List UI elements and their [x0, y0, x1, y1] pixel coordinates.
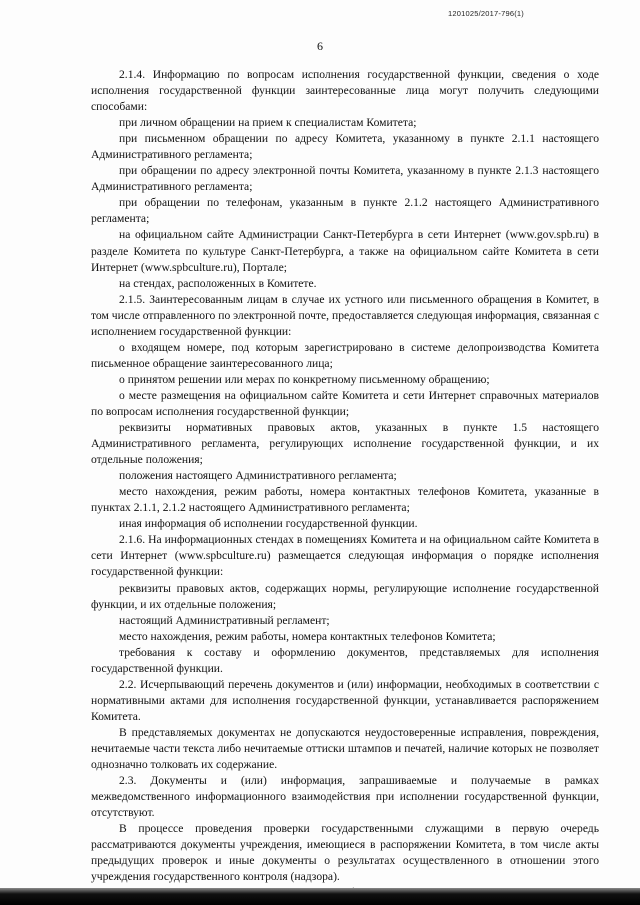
paragraph: В процессе проведения проверки государственными служащими в первую очередь рассматриваются документы учреждения, имеющиеся в распоряжении Комитета, в том числе акты предыдущих проверок и иные документы о результатах осуществленного в отношении этого учреждения государственного контроля (надзора).: [91, 822, 599, 884]
paragraph: на стендах, расположенных в Комитете.: [119, 276, 317, 290]
paragraph: положения настоящего Административного регламента;: [119, 469, 397, 483]
paragraph: при личном обращении на прием к специалистам Комитета;: [119, 116, 417, 130]
scan-bottom-edge: [0, 888, 640, 905]
paragraph: требования к составу и оформлению документов, представляемых для исполнения государственной функции.: [91, 645, 599, 675]
paragraph: при обращении по адресу электронной почты Комитета, указанному в пункте 2.1.3 настоящего Административного регламента;: [91, 164, 599, 194]
paragraph: 2.2. Исчерпывающий перечень документов и (или) информации, необходимых в соответствии с нормативными актами для исполнения государственной функции, устанавливается распоряжением Комитета.: [91, 677, 599, 723]
paragraph: реквизиты нормативных правовых актов, указанных в пункте 1.5 настоящего Административного регламента, регулирующих исполнение государственной функции, и их отдельные положения;: [91, 421, 599, 467]
paragraph: 2.3. Документы и (или) информация, запрашиваемые и получаемые в рамках межведомственного информационного взаимодействия при исполнении государственной функции, отсутствуют.: [91, 774, 599, 820]
paragraph: 2.1.4. Информацию по вопросам исполнения государственной функции, сведения о ходе исполнения государственной функции заинтересованные лица могут получить следующими способами:: [91, 68, 599, 114]
paragraph: настоящий Административный регламент;: [119, 613, 330, 627]
document-registration-number: 1201025/2017-796(1): [448, 9, 524, 18]
document-body: [91, 67, 599, 901]
paragraph: иная информация об исполнении государственной функции.: [119, 517, 418, 531]
paragraph: при обращении по телефонам, указанным в пункте 2.1.2 настоящего Административного регламента;: [91, 196, 599, 226]
paragraph: при письменном обращении по адресу Комитета, указанному в пункте 2.1.1 настоящего Административного регламента;: [91, 132, 599, 162]
paragraph: о принятом решении или мерах по конкретному письменному обращению;: [119, 372, 490, 386]
paragraph: место нахождения, режим работы, номера контактных телефонов Комитета, указанные в пунктах 2.1.1, 2.1.2 настоящего Административного регламента;: [91, 485, 599, 515]
paragraph: на официальном сайте Администрации Санкт-Петербурга в сети Интернет (www.gov.spb.ru) в разделе Комитета по культуре Санкт-Петербурга, а также на официальном сайте Комитета в сети Интернет (www.spbculture.ru), Портале;: [91, 228, 599, 274]
paragraph: о входящем номере, под которым зарегистрировано в системе делопроизводства Комитета письменное обращение заинтересованного лица;: [91, 340, 599, 370]
paragraph: 2.1.6. На информационных стендах в помещениях Комитета и на официальном сайте Комитета в сети Интернет (www.spbculture.ru) размещается следующая информация о порядке исполнения государственной функции:: [91, 533, 599, 579]
paragraph: реквизиты правовых актов, содержащих нормы, регулирующие исполнение государственной функции, и их отдельные положения;: [91, 581, 599, 611]
paragraph: место нахождения, режим работы, номера контактных телефонов Комитета;: [119, 629, 496, 643]
page-number: 6: [317, 39, 323, 53]
paragraph: В представляемых документах не допускаются неудостоверенные исправления, повреждения, нечитаемые части текста либо нечитаемые оттиски штампов и печатей, наличие которых не позволяет однозначно толковать их содержание.: [91, 725, 599, 772]
paragraph: 2.1.5. Заинтересованным лицам в случае их устного или письменного обращения в Комитет, в том числе отправленного по электронной почте, предоставляется следующая информация, связанная с исполнением государственной функции:: [91, 292, 599, 338]
paragraph: о месте размещения на официальном сайте Комитета и сети Интернет справочных материалов по вопросам исполнения государственной функции;: [91, 388, 599, 418]
